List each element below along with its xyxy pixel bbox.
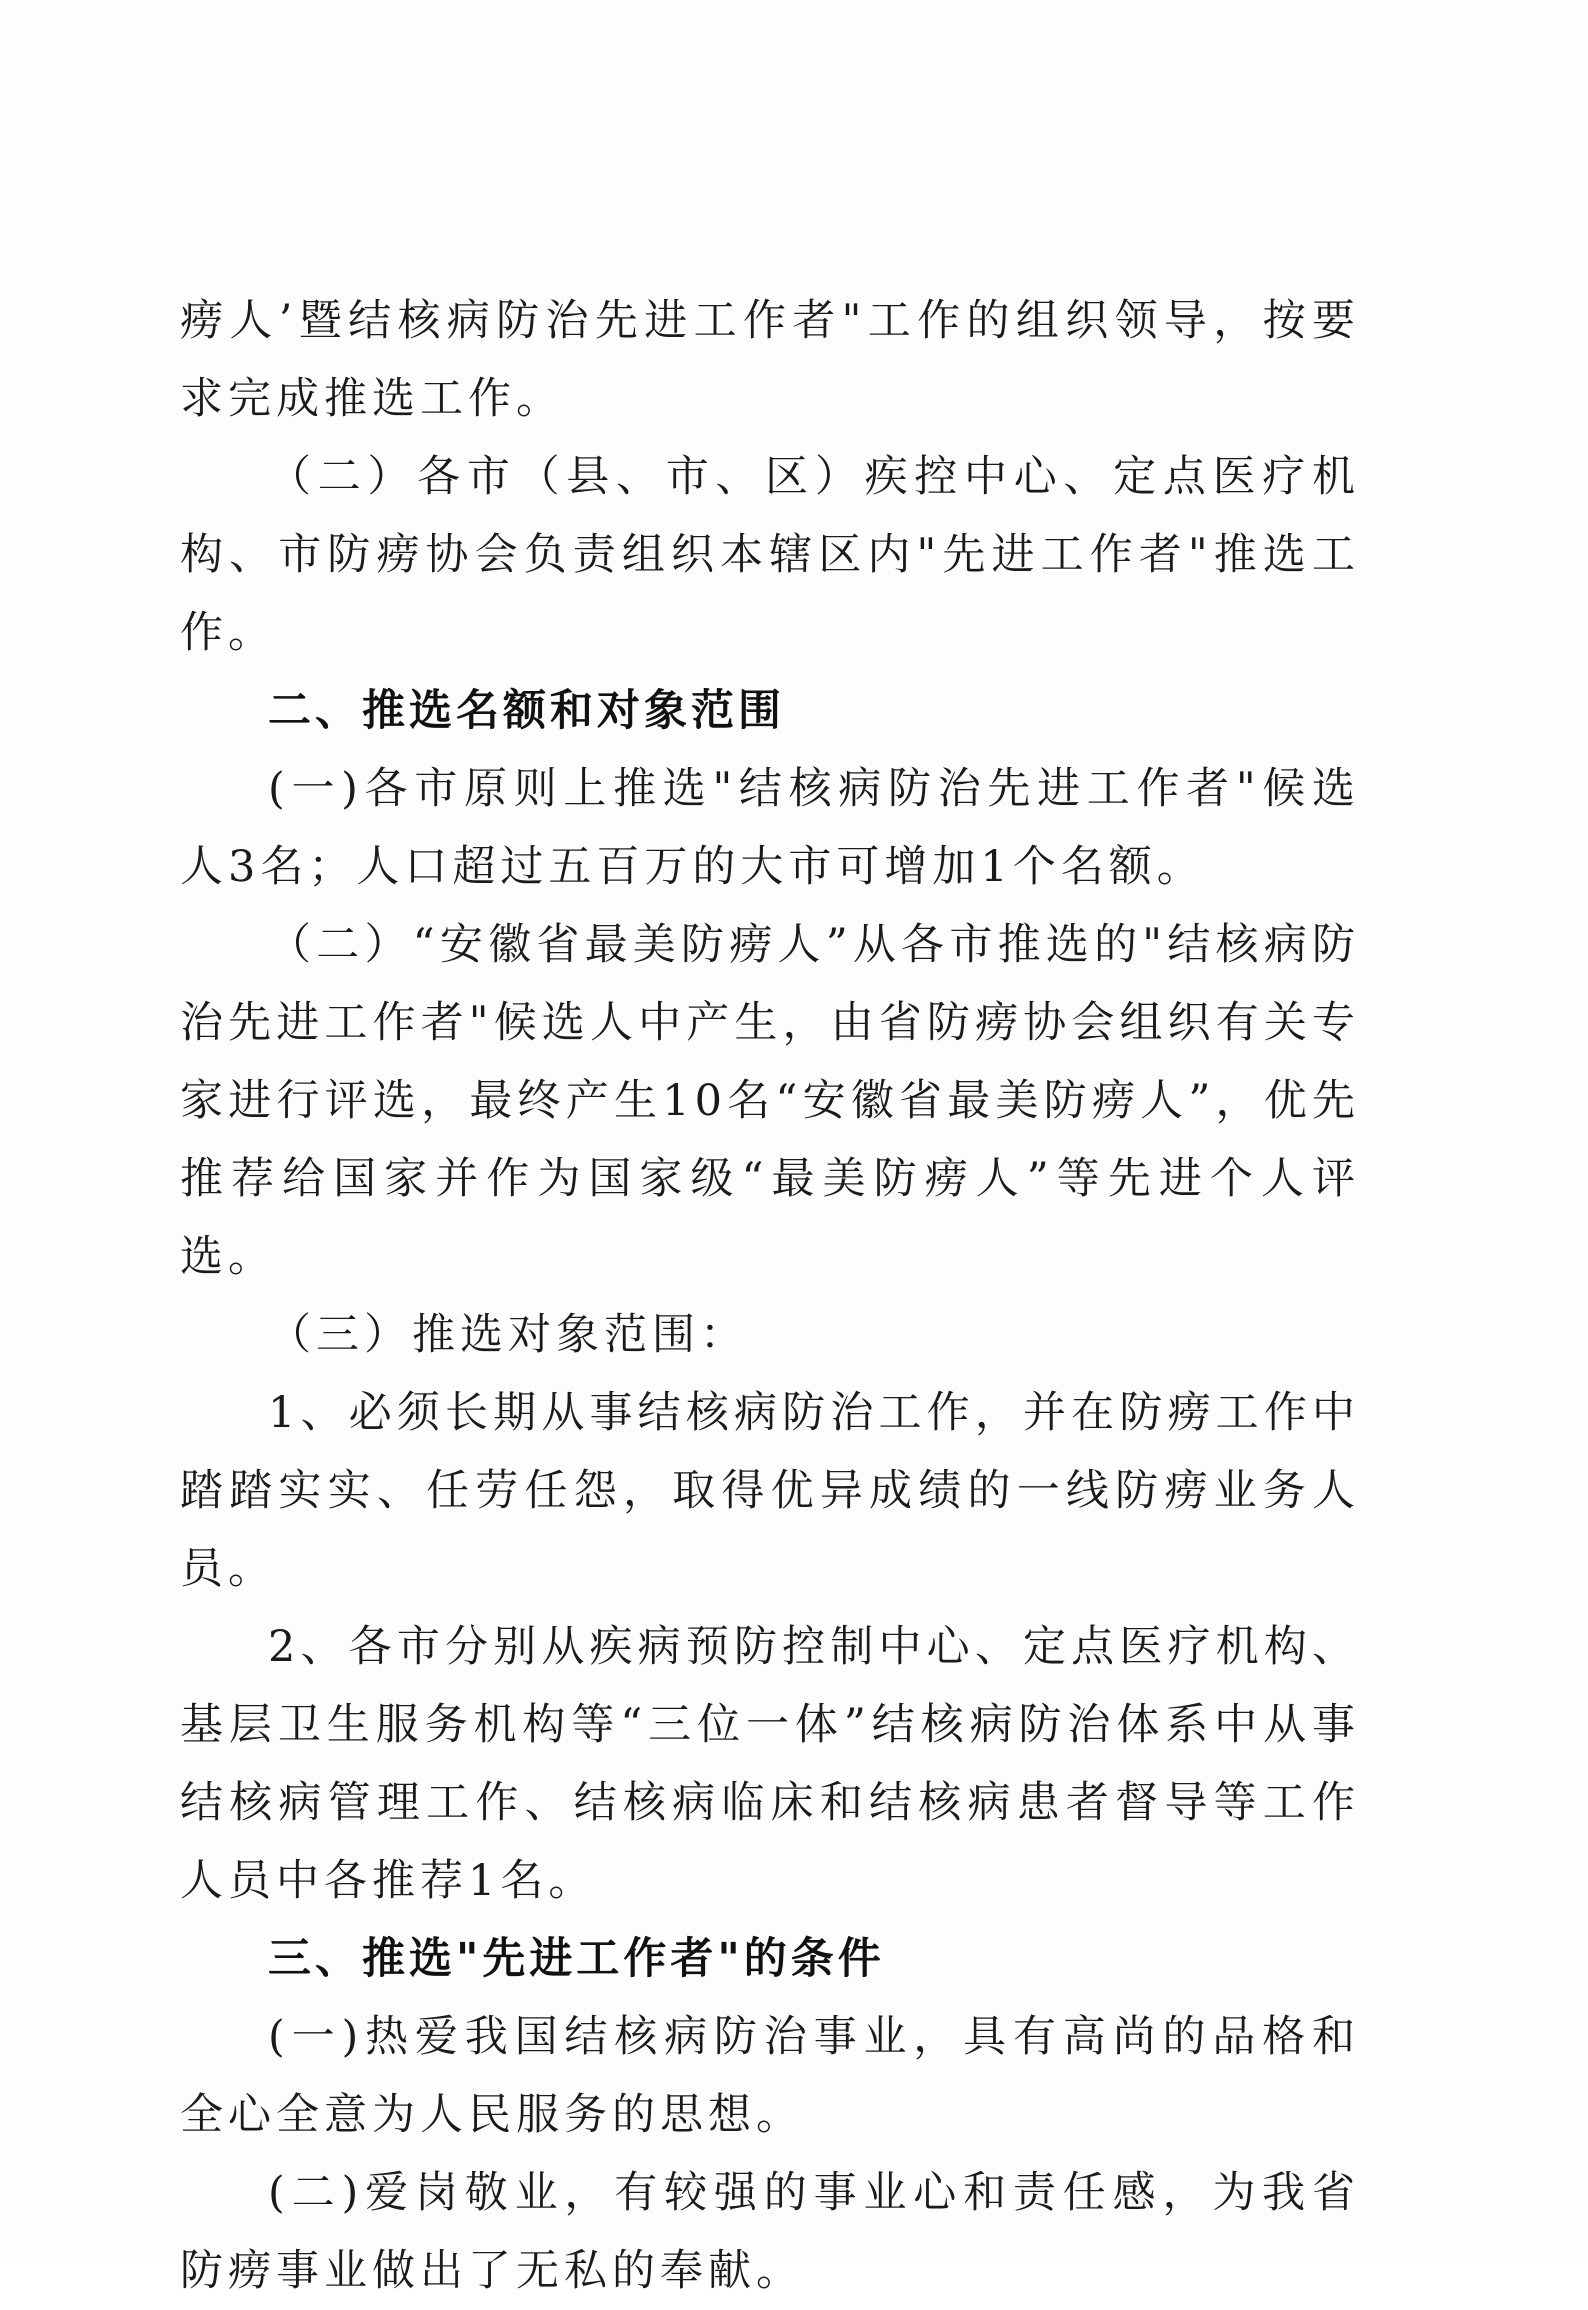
paragraph: (一)各市原则上推选"结核病防治先进工作者"候选人3名；人口超过五百万的大市可增加1个名额。 [180, 764, 1360, 892]
document-body [180, 282, 1360, 2310]
paragraph: （二）“安徽省最美防痨人”从各市推选的"结核病防治先进工作者"候选人中产生，由省防痨协会组织有关专家进行评选，最终产生10名“安徽省最美防痨人”，优先推荐给国家并作为国家级“最美防痨人”等先进个人评选。 [180, 920, 1360, 1282]
paragraph: (二)爱岗敬业，有较强的事业心和责任感，为我省防痨事业做出了无私的奉献。 [180, 2168, 1360, 2296]
paragraph: （二）各市（县、市、区）疾控中心、定点医疗机构、市防痨协会负责组织本辖区内"先进工作者"推选工作。 [180, 452, 1360, 658]
section-heading: 二、推选名额和对象范围 [268, 686, 785, 736]
paragraph: 2、各市分别从疾病预防控制中心、定点医疗机构、基层卫生服务机构等“三位一体”结核病防治体系中从事结核病管理工作、结核病临床和结核病患者督导等工作人员中各推荐1名。 [180, 1622, 1360, 1906]
paragraph: 痨人’暨结核病防治先进工作者"工作的组织领导，按要求完成推选工作。 [180, 296, 1360, 424]
section-heading: 三、推选"先进工作者"的条件 [268, 1934, 885, 1984]
paragraph: (一)热爱我国结核病防治事业，具有高尚的品格和全心全意为人民服务的思想。 [180, 2012, 1360, 2140]
paragraph: （三）推选对象范围： [268, 1310, 748, 1360]
paragraph: 1、必须长期从事结核病防治工作，并在防痨工作中踏踏实实、任劳任怨，取得优异成绩的一线防痨业务人员。 [180, 1388, 1360, 1594]
